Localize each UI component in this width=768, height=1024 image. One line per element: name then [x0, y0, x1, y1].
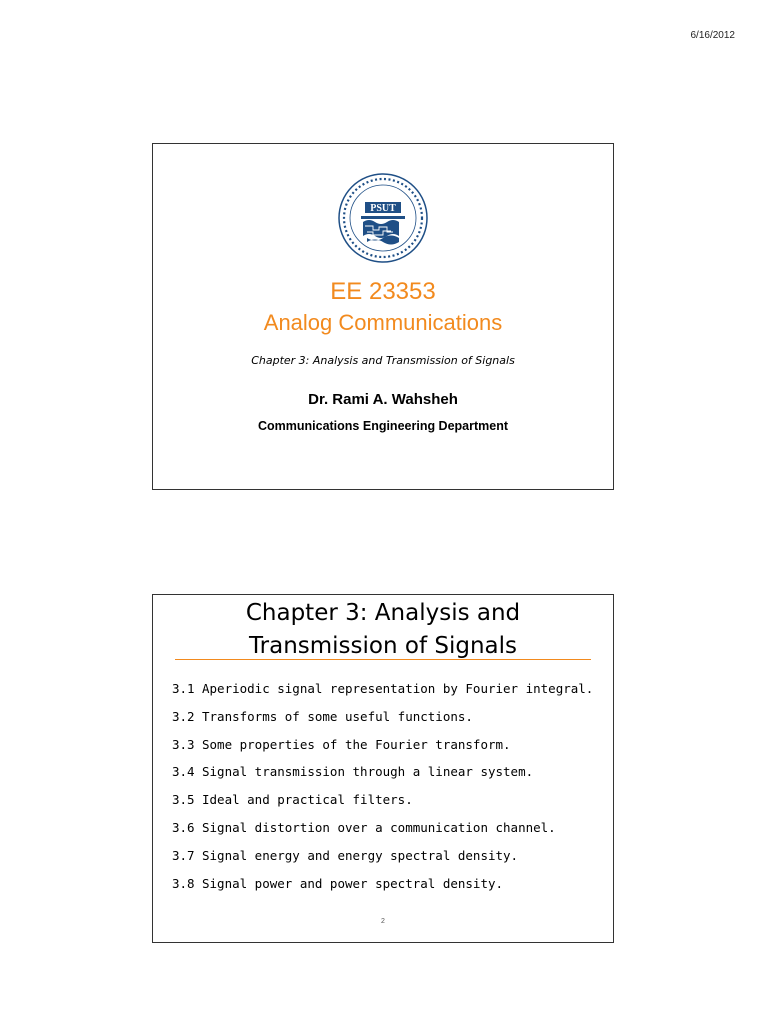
section-item [172, 820, 593, 848]
contents-slide [152, 594, 614, 943]
course-code: EE 23353 [330, 278, 436, 305]
section-item [172, 764, 593, 792]
section-text: Aperiodic signal representation by Fourier integral. [202, 681, 594, 696]
university-logo [153, 172, 613, 264]
section-item [172, 848, 593, 876]
slide-title [153, 597, 613, 663]
svg-text:PSUT: PSUT [370, 203, 396, 214]
title-underline [175, 659, 591, 660]
section-number: 3.1 [172, 681, 195, 696]
section-text: Some properties of the Fourier transform. [202, 736, 511, 752]
psut-seal-icon [337, 172, 429, 264]
print-date: 6/16/2012 [690, 30, 735, 41]
section-list [172, 681, 593, 903]
title-slide [152, 143, 614, 490]
section-number: 3.4 [172, 764, 195, 780]
section-number: 3.7 [172, 847, 195, 863]
section-item [172, 737, 593, 765]
section-text: Ideal and practical filters. [202, 792, 413, 808]
section-item [172, 876, 593, 904]
section-text: Transforms of some useful functions. [202, 708, 473, 724]
section-item [172, 681, 593, 709]
section-text: Signal distortion over a communication channel. [202, 819, 556, 835]
section-number: 3.5 [172, 792, 195, 808]
slide-page-number: 2 [381, 918, 385, 925]
section-item [172, 709, 593, 737]
section-number: 3.3 [172, 736, 195, 752]
section-text: Signal power and power spectral density. [202, 875, 504, 891]
section-text: Signal transmission through a linear system. [202, 764, 534, 780]
section-number: 3.2 [172, 708, 195, 724]
course-name: Analog Communications [263, 310, 503, 335]
section-number: 3.6 [172, 819, 195, 835]
author-name: Dr. Rami A. Wahsheh [308, 391, 458, 408]
chapter-subtitle: Chapter 3: Analysis and Transmission of Signals [251, 354, 515, 367]
section-item [172, 792, 593, 820]
section-text: Signal energy and energy spectral density. [202, 847, 519, 863]
department-name: Communications Engineering Department [257, 419, 509, 433]
section-number: 3.8 [172, 875, 195, 891]
slide-title-line-1: Chapter 3: Analysis and [245, 600, 521, 626]
slide-title-line-2: Transmission of Signals [248, 633, 517, 659]
